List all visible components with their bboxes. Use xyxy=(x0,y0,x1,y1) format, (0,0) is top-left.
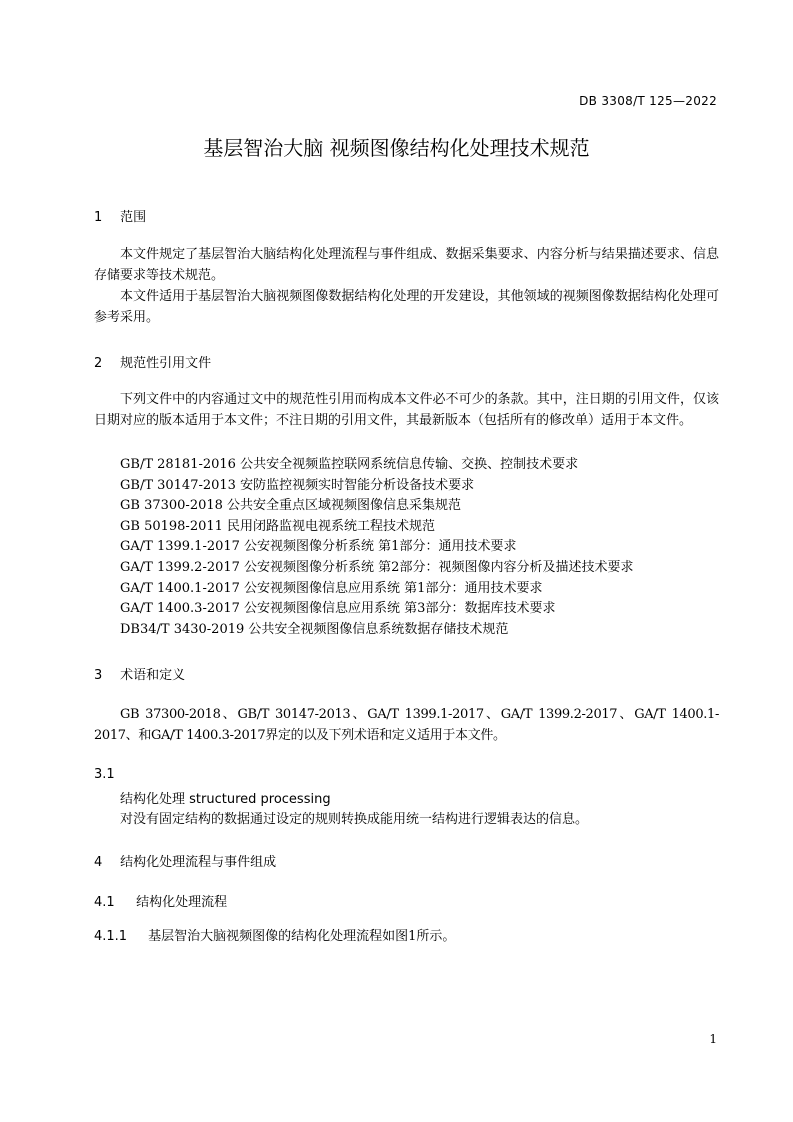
scope-paragraph-1: 本文件规定了基层智治大脑结构化处理流程与事件组成、数据采集要求、内容分析与结果描述要求、信息存储要求等技术规范。 xyxy=(94,247,719,283)
subsection-number: 4.1 xyxy=(94,895,115,910)
reference-item: GA/T 1400.1-2017 公安视频图像信息应用系统 第1部分：通用技术要求 xyxy=(120,580,543,596)
term-name: 结构化处理 structured processing xyxy=(120,792,331,807)
reference-item: GA/T 1399.2-2017 公安视频图像分析系统 第2部分：视频图像内容分析及描述技术要求 xyxy=(120,559,634,575)
section-3-heading xyxy=(94,664,185,683)
subsection-title: 结构化处理流程 xyxy=(136,895,228,910)
reference-item: GB 50198-2011 民用闭路监视电视系统工程技术规范 xyxy=(120,518,436,534)
clause-number: 4.1.1 xyxy=(94,929,128,944)
section-1-heading xyxy=(94,206,146,225)
section-number: 4 xyxy=(94,855,103,870)
reference-item: GB/T 28181-2016 公共安全视频监控联网系统信息传输、交换、控制技术要求 xyxy=(120,457,579,472)
subsection-4-1-heading xyxy=(94,891,227,910)
reference-item: GA/T 1399.1-2017 公安视频图像分析系统 第1部分：通用技术要求 xyxy=(120,539,517,555)
reference-item: GB 37300-2018 公共安全重点区域视频图像信息采集规范 xyxy=(120,498,462,514)
term-definition: 对没有固定结构的数据通过设定的规则转换成能用统一结构进行逻辑表达的信息。 xyxy=(120,812,589,827)
document-title: 基层智治大脑 视频图像结构化处理技术规范 xyxy=(203,136,590,160)
section-2-heading xyxy=(94,352,211,371)
document-code: DB 3308/T 125—2022 xyxy=(579,94,717,108)
scope-paragraph-2: 本文件适用于基层智治大脑视频图像数据结构化处理的开发建设，其他领域的视频图像数据结构化处理可参考采用。 xyxy=(94,289,719,325)
reference-list xyxy=(120,455,633,640)
clause-text: 基层智治大脑视频图像的结构化处理流程如图1所示。 xyxy=(148,929,456,944)
section-4-heading xyxy=(94,851,276,870)
section-title: 规范性引用文件 xyxy=(120,356,212,371)
clause-4-1-1 xyxy=(94,925,455,944)
terms-intro-paragraph: GB 37300-2018、GB/T 30147-2013、GA/T 1399.1-2017、GA/T 1399.2-2017、GA/T 1400.1-2017、和GA/T 1400.3-2017界定的以及下列术语和定义适用于本文件。 xyxy=(94,707,719,743)
section-title: 范围 xyxy=(120,210,147,225)
reference-item: GA/T 1400.3-2017 公安视频图像信息应用系统 第3部分：数据库技术要求 xyxy=(120,601,556,617)
term-number: 3.1 xyxy=(94,767,115,782)
page-number: 1 xyxy=(709,1032,717,1046)
section-number: 2 xyxy=(94,356,103,371)
reference-item: DB34/T 3430-2019 公共安全视频图像信息系统数据存储技术规范 xyxy=(120,621,509,637)
section-number: 1 xyxy=(94,210,103,225)
section-number: 3 xyxy=(94,668,103,683)
normative-references-intro: 下列文件中的内容通过文中的规范性引用而构成本文件必不可少的条款。其中，注日期的引用文件，仅该日期对应的版本适用于本文件；不注日期的引用文件，其最新版本（包括所有的修改单）适用于本文件。 xyxy=(94,392,719,428)
section-title: 术语和定义 xyxy=(120,668,186,683)
reference-item: GB/T 30147-2013 安防监控视频实时智能分析设备技术要求 xyxy=(120,477,475,493)
section-title: 结构化处理流程与事件组成 xyxy=(120,855,277,870)
